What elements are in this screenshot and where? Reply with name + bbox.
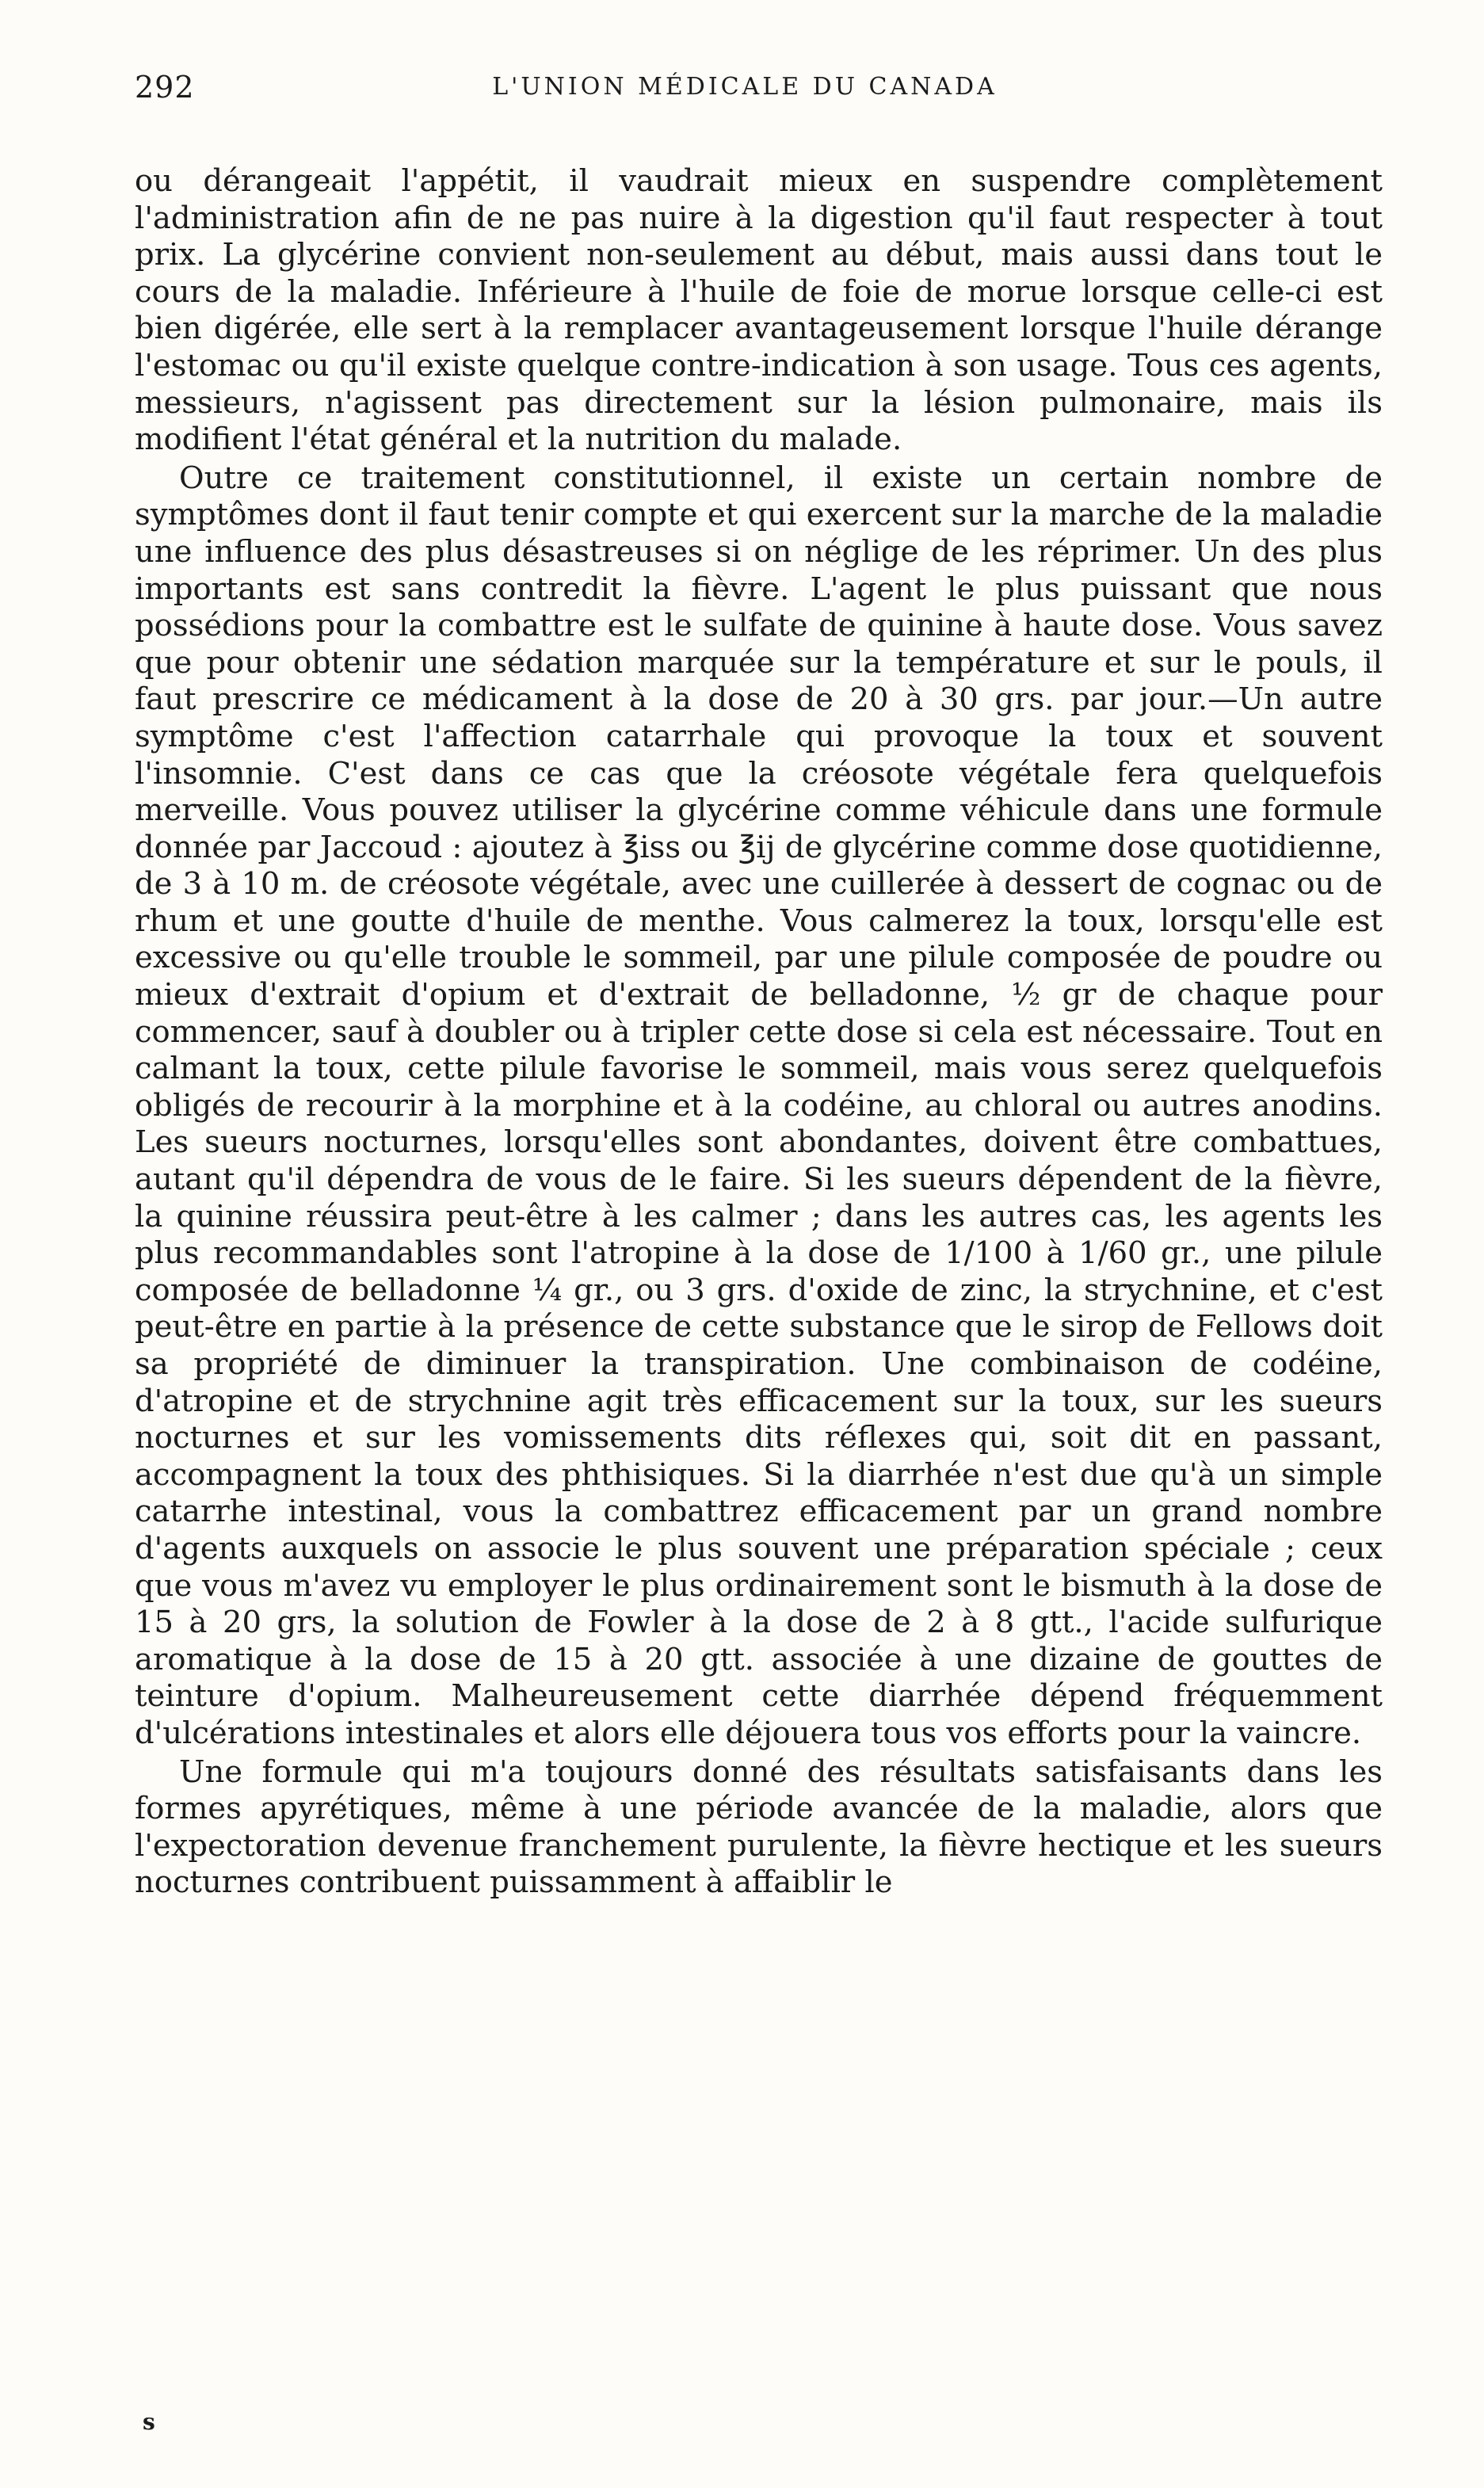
paragraph-1: ou dérangeait l'appétit, il vaudrait mieux en suspendre complètement l'administration afin de ne pas nuire à la digestion qu'il faut respecter à tout prix. La glycérine convient non-seulement au début, mais aussi dans tout le cours de la maladie. Inférieure à l'huile de foie de morue lorsque celle-ci est bien digérée, elle sert à la remplacer avantageusement lorsque l'huile dérange l'estomac ou qu'il existe quelque contre-indication à son usage. Tous ces agents, messieurs, n'agissent pas directement sur la lésion pulmonaire, mais ils modifient l'état général et la nutrition du malade. [135, 163, 1383, 458]
journal-title: L'UNION MÉDICALE DU CANADA [492, 73, 998, 101]
running-header [119, 70, 1371, 125]
page-number: 292 [135, 70, 195, 105]
document-page [119, 48, 1383, 2456]
paragraph-2: Outre ce traitement constitutionnel, il existe un certain nombre de symptômes dont il faut tenir compte et qui exercent sur la marche de la maladie une influence des plus désastreuses si on néglige de les réprimer. Un des plus importants est sans contredit la fièvre. L'agent le plus puissant que nous possédions pour la combattre est le sulfate de quinine à haute dose. Vous savez que pour obtenir une sédation marquée sur la température et sur le pouls, il faut prescrire ce médicament à la dose de 20 à 30 grs. par jour.—Un autre symptôme c'est l'affection catarrhale qui provoque la toux et souvent l'insomnie. C'est dans ce cas que la créosote végétale fera quelquefois merveille. Vous pouvez utiliser la glycérine comme véhicule dans une formule donnée par Jaccoud : ajoutez à ℥iss ou ℥ij de glycérine comme dose quotidienne, de 3 à 10 m. de créosote végétale, avec une cuillerée à dessert de cognac ou de rhum et une goutte d'huile de menthe. Vous calmerez la toux, lorsqu'elle est excessive ou qu'elle trouble le sommeil, par une pilule composée de poudre ou mieux d'extrait d'opium et d'extrait de belladonne, ½ gr de chaque pour commencer, sauf à doubler ou à tripler cette dose si cela est nécessaire. Tout en calmant la toux, cette pilule favorise le sommeil, mais vous serez quelquefois obligés de recourir à la morphine et à la codéine, au chloral ou autres anodins. Les sueurs nocturnes, lorsqu'elles sont abondantes, doivent être combattues, autant qu'il dépendra de vous de le faire. Si les sueurs dépendent de la fièvre, la quinine réussira peut-être à les calmer ; dans les autres cas, les agents les plus recommandables sont l'atropine à la dose de 1/100 à 1/60 gr., une pilule composée de belladonne ¼ gr., ou 3 grs. d'oxide de zinc, la strychnine, et c'est peut-être en partie à la présence de cette substance que le sirop de Fellows doit sa propriété de diminuer la transpiration. Une combinaison de codéine, d'atropine et de strychnine agit très efficacement sur la toux, sur les sueurs nocturnes et sur les vomissements dits réflexes qui, soit dit en passant, accompagnent la toux des phthisiques. Si la diarrhée n'est due qu'à un simple catarrhe intestinal, vous la combattrez efficacement par un grand nombre d'agents auxquels on associe le plus souvent une préparation spéciale ; ceux que vous m'avez vu employer le plus ordinairement sont le bismuth à la dose de 15 à 20 grs, la solution de Fowler à la dose de 2 à 8 gtt., l'acide sulfurique aromatique à la dose de 15 à 20 gtt. associée à une dizaine de gouttes de teinture d'opium. Malheureusement cette diarrhée dépend fréquemment d'ulcérations intestinales et alors elle déjouera tous vos efforts pour la vaincre. [135, 460, 1383, 1751]
paragraph-3: Une formule qui m'a toujours donné des résultats satisfaisants dans les formes apyrétiques, même à une période avancée de la maladie, alors que l'expectoration devenue franchement purulente, la fièvre hectique et les sueurs nocturnes contribuent puissamment à affaiblir le [135, 1753, 1383, 1901]
printer-mark: s [143, 2409, 155, 2435]
article-body [135, 163, 1383, 1902]
